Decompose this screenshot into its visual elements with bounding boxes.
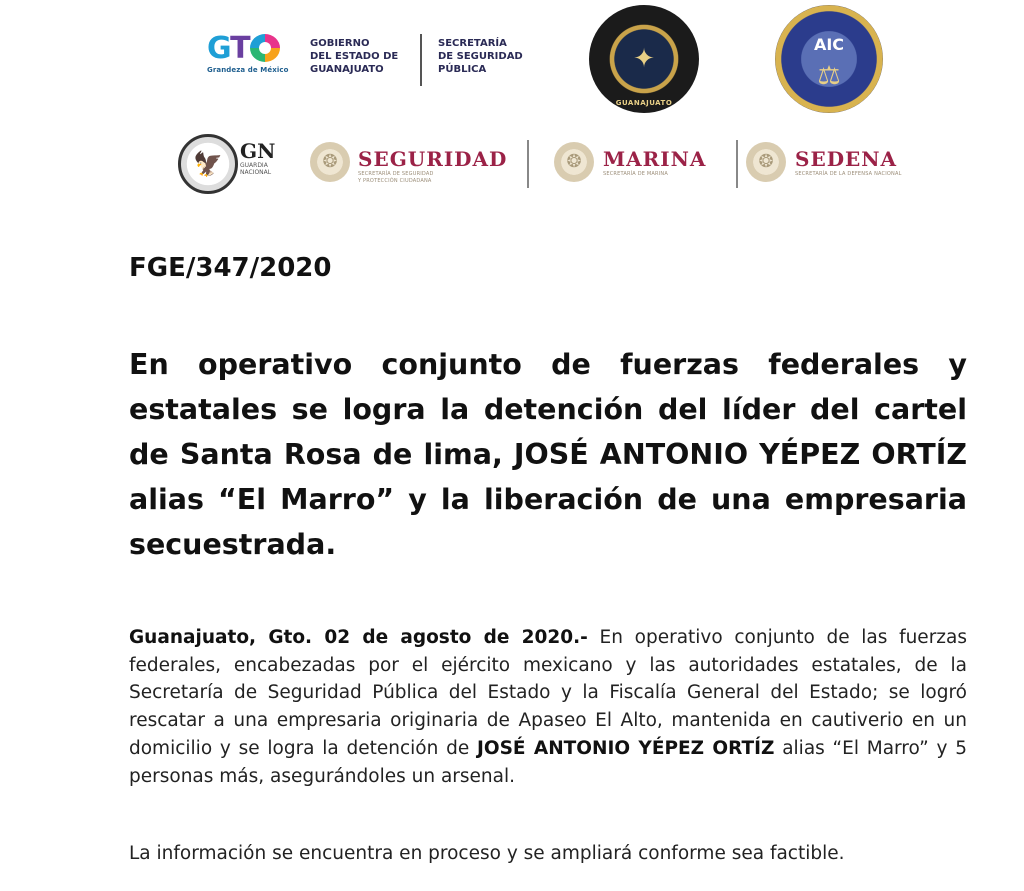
gto-logo bbox=[207, 32, 297, 82]
logo-divider bbox=[736, 140, 738, 188]
ssp-line-1: SECRETARÍA bbox=[438, 38, 507, 49]
ssp-line-3: PÚBLICA bbox=[438, 64, 487, 75]
marina-sub-1: SECRETARÍA DE MARINA bbox=[603, 171, 668, 177]
gto-brand-icon bbox=[250, 34, 280, 62]
marina-shield bbox=[554, 142, 594, 182]
fge-seal-label: GUANAJUATO bbox=[615, 99, 673, 107]
gobierno-line-1: GOBIERNO bbox=[310, 38, 370, 49]
gn-line-2: NACIONAL bbox=[240, 169, 272, 176]
press-release-paragraph-2: La información se encuentra en proceso y se ampliará conforme sea factible. bbox=[129, 843, 845, 864]
aic-seal bbox=[775, 5, 883, 113]
ssp-line-2: DE SEGURIDAD bbox=[438, 51, 523, 62]
logo-divider bbox=[527, 140, 529, 188]
seguridad-title: SEGURIDAD bbox=[358, 147, 508, 171]
fiscalia-general-seal bbox=[589, 5, 699, 113]
sedena-sub-1: SECRETARÍA DE LA DEFENSA NACIONAL bbox=[795, 171, 902, 177]
guardia-nacional-wordmark bbox=[240, 140, 275, 176]
gobierno-line-2: DEL ESTADO DE bbox=[310, 51, 399, 62]
sedena-title: SEDENA bbox=[795, 147, 898, 171]
aic-agency-seal-icon: ⚖ bbox=[817, 61, 841, 92]
logo-divider bbox=[420, 34, 422, 86]
paragraph-1-text-b: alias “El Marro” y 5 personas más, asegurándoles un arsenal. bbox=[129, 737, 967, 787]
seguridad-shield bbox=[310, 142, 350, 182]
aic-seal-label: AIC bbox=[813, 35, 845, 54]
guardia-nacional-seal-icon: 🦅 bbox=[193, 150, 223, 178]
paragraph-1-text-a: En operativo conjunto de las fuerzas federales, encabezadas por el ejército mexicano y las autoridades estatales, de la Secretaría de Seguridad Pública del Estado y la Fiscalía General del Estado; se logró rescatar a una empresaria originaria de Apaseo El Alto, mantenida en cautiverio en un domicilio y se logra la detención de bbox=[129, 627, 967, 759]
gto-tagline: Grandeza de México bbox=[207, 66, 289, 74]
secretaria-seguridad-publica-logo bbox=[438, 37, 548, 76]
seguridad-sub-1: SECRETARÍA DE SEGURIDAD bbox=[358, 171, 434, 177]
gto-letter-t: T bbox=[230, 31, 250, 66]
mexico-coat-of-arms-icon: ❂ bbox=[566, 151, 582, 172]
gn-abbr: GN bbox=[240, 139, 276, 163]
guardia-nacional-seal bbox=[178, 134, 238, 194]
sedena-shield bbox=[746, 142, 786, 182]
mexico-coat-of-arms-icon: ❂ bbox=[758, 151, 774, 172]
mexico-coat-of-arms-icon: ❂ bbox=[322, 151, 338, 172]
marina-title: MARINA bbox=[603, 147, 707, 171]
press-release-paragraph-1 bbox=[129, 624, 967, 790]
dateline: Guanajuato, Gto. 02 de agosto de 2020.- bbox=[129, 627, 588, 648]
gobierno-line-3: GUANAJUATO bbox=[310, 64, 384, 75]
seguridad-sub-2: Y PROTECCIÓN CIUDADANA bbox=[358, 178, 432, 184]
gn-line-1: GUARDIA bbox=[240, 162, 268, 169]
gobierno-estado-guanajuato-logo bbox=[310, 37, 410, 76]
detainee-name: JOSÉ ANTONIO YÉPEZ ORTÍZ bbox=[476, 737, 775, 759]
press-release-code: FGE/347/2020 bbox=[129, 253, 332, 283]
gto-letter-g: G bbox=[207, 31, 231, 66]
press-release-headline: En operativo conjunto de fuerzas federales y estatales se logra la detención del líder del cartel de Santa Rosa de lima, JOSÉ ANTONIO YÉPEZ ORTÍZ alias “El Marro” y la liberación de una empresaria secuestrada. bbox=[129, 348, 967, 561]
fiscalia-eagle-seal-icon: ✦ bbox=[633, 44, 655, 74]
gto-wordmark bbox=[207, 32, 297, 66]
